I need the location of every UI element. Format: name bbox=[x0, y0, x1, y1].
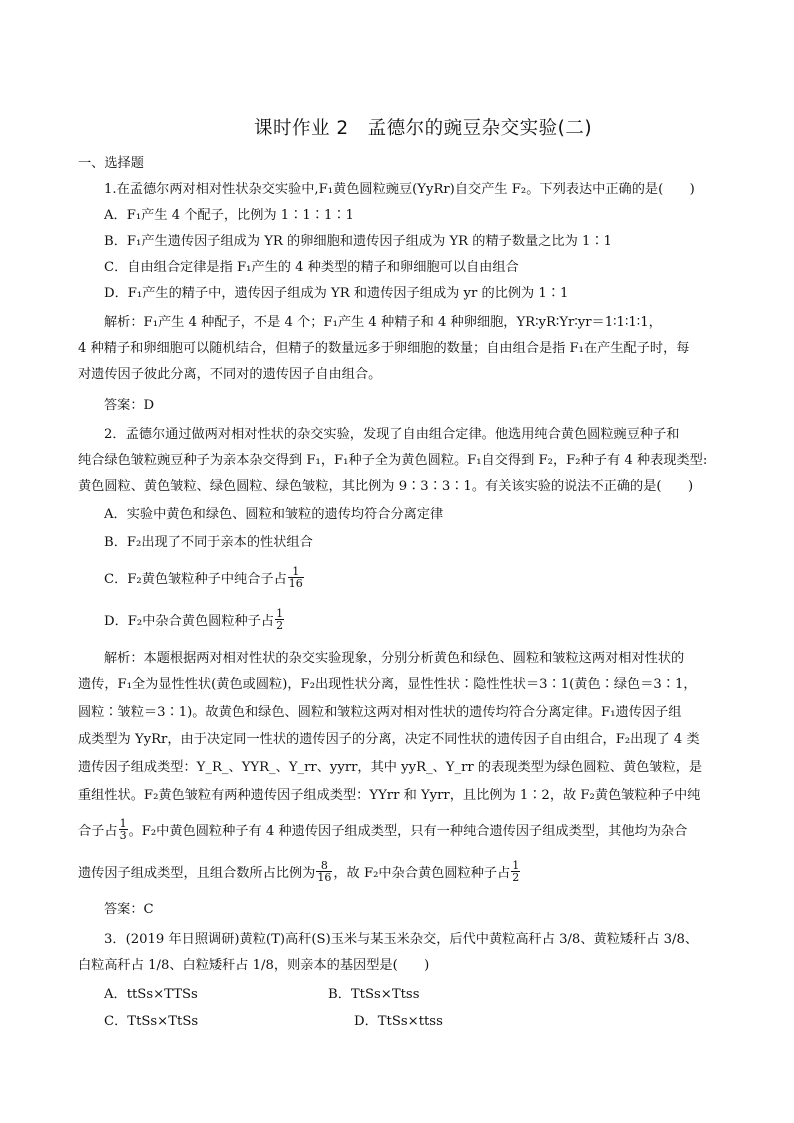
q2-option-d: D．F₂中杂合黄色圆粒种子占 $\frac{1}{2}$ bbox=[104, 607, 284, 632]
q1-explanation-2: 4 种精子和卵细胞可以随机结合，但精子的数量远多于卵细胞的数量；自由组合是指 F₁在产生配子时，每 bbox=[78, 341, 690, 356]
fraction: $\frac{1}{3}$ bbox=[119, 817, 127, 842]
page-title: 课时作业 2 孟德尔的豌豆杂交实验(二) bbox=[253, 118, 593, 139]
fraction: $\frac{8}{16}$ bbox=[317, 859, 332, 884]
q2-explanation-3: 圆粒∶皱粒＝3∶1)。故黄色和绿色、圆粒和皱粒这两对相对性状的遗传均符合分离定律。F₁遗传因子组 bbox=[78, 705, 682, 720]
q3-option-a: A．ttSs×TTSs bbox=[104, 987, 198, 1002]
q3-stem-2: 白粒高秆占 1/8、白粒矮秆占 1/8，则亲本的基因型是( ) bbox=[78, 958, 430, 973]
q1-option-c: C．自由组合定律是指 F₁产生的 4 种类型的精子和卵细胞可以自由组合 bbox=[104, 260, 519, 275]
q2-stem-1: 2．孟德尔通过做两对相对性状的杂交实验，发现了自由组合定律。他选用纯合黄色圆粒豌豆种子和 bbox=[104, 427, 680, 442]
q2-option-a: A．实验中黄色和绿色、圆粒和皱粒的遗传均符合分离定律 bbox=[104, 507, 444, 522]
q3-option-b: B．TtSs×Ttss bbox=[328, 987, 420, 1002]
q3-option-c: C．TtSs×TtSs bbox=[104, 1014, 199, 1029]
q1-answer: 答案：D bbox=[104, 398, 155, 413]
q2-explanation-1: 解析：本题根据两对相对性状的杂交实验现象，分别分析黄色和绿色、圆粒和皱粒这两对相对性状的 bbox=[104, 651, 685, 666]
q3-stem-1: 3．(2019 年日照调研)黄粒(T)高秆(S)玉米与某玉米杂交，后代中黄粒高秆占 3/8、黄粒矮秆占 3/8、 bbox=[104, 932, 699, 947]
q2-answer: 答案：C bbox=[104, 902, 154, 917]
q2-stem-3: 黄色圆粒、黄色皱粒、绿色圆粒、绿色皱粒，其比例为 9∶3∶3∶1。有关该实验的说法不正确的是( ) bbox=[78, 479, 694, 494]
q2-option-c: C．F₂黄色皱粒种子中纯合子占 $\frac{1}{16}$ bbox=[104, 565, 303, 590]
q2-explanation-8: 遗传因子组成类型，且组合数所占比例为 $\frac{8}{16}$ ，故 F₂中杂合黄色圆粒种子占 $\frac{1}{2}$ bbox=[78, 859, 520, 884]
q2-option-b: B．F₂出现了不同于亲本的性状组合 bbox=[104, 535, 313, 550]
fraction: $\frac{1}{2}$ bbox=[276, 607, 284, 632]
fraction: $\frac{1}{16}$ bbox=[288, 565, 303, 590]
section-heading: 一、选择题 bbox=[78, 156, 144, 171]
q2-stem-2: 纯合绿色皱粒豌豆种子为亲本杂交得到 F₁，F₁种子全为黄色圆粒。F₁自交得到 F₂，F₂种子有 4 种表现类型: bbox=[78, 453, 708, 468]
q3-option-d: D．TtSs×ttss bbox=[354, 1014, 443, 1029]
q2-explanation-4: 成类型为 YyRr，由于决定同一性状的遗传因子的分离，决定不同性状的遗传因子自由组合，F₂出现了 4 类 bbox=[78, 732, 700, 747]
q1-explanation-1: 解析：F₁产生 4 种配子，不是 4 个；F₁产生 4 种精子和 4 种卵细胞，YR∶yR∶Yr∶yr＝1∶1∶1∶1， bbox=[104, 315, 662, 330]
q2-explanation-7: 合子占 $\frac{1}{3}$ 。F₂中黄色圆粒种子有 4 种遗传因子组成类型，只有一种纯合遗传因子组成类型，其他均为杂合 bbox=[78, 817, 688, 842]
q2-explanation-2: 遗传，F₁全为显性性状(黄色或圆粒)，F₂出现性状分离，显性性状∶隐性性状＝3∶1(黄色∶绿色＝3∶1， bbox=[78, 677, 697, 692]
q1-option-b: B．F₁产生遗传因子组成为 YR 的卵细胞和遗传因子组成为 YR 的精子数量之比为 1∶1 bbox=[104, 234, 612, 249]
q1-stem: 1.在孟德尔两对相对性状杂交实验中,F₁黄色圆粒豌豆(YyRr)自交产生 F₂。下列表达中正确的是( ) bbox=[104, 182, 695, 197]
q1-option-d: D．F₁产生的精子中，遗传因子组成为 YR 和遗传因子组成为 yr 的比例为 1∶1 bbox=[104, 286, 569, 301]
q1-option-a: A．F₁产生 4 个配子，比例为 1∶1∶1∶1 bbox=[104, 208, 354, 223]
q2-explanation-6: 重组性状。F₂黄色皱粒有两种遗传因子组成类型：YYrr 和 Yyrr，且比例为 1∶2，故 F₂黄色皱粒种子中纯 bbox=[78, 788, 701, 803]
q1-explanation-3: 对遗传因子彼此分离，不同对的遗传因子自由组合。 bbox=[78, 367, 382, 382]
q2-explanation-5: 遗传因子组成类型：Y_R_、YYR_、Y_rr、yyrr，其中 yyR_、Y_rr 的表现类型为绿色圆粒、黄色皱粒，是 bbox=[78, 760, 703, 775]
fraction: $\frac{1}{2}$ bbox=[512, 859, 520, 884]
